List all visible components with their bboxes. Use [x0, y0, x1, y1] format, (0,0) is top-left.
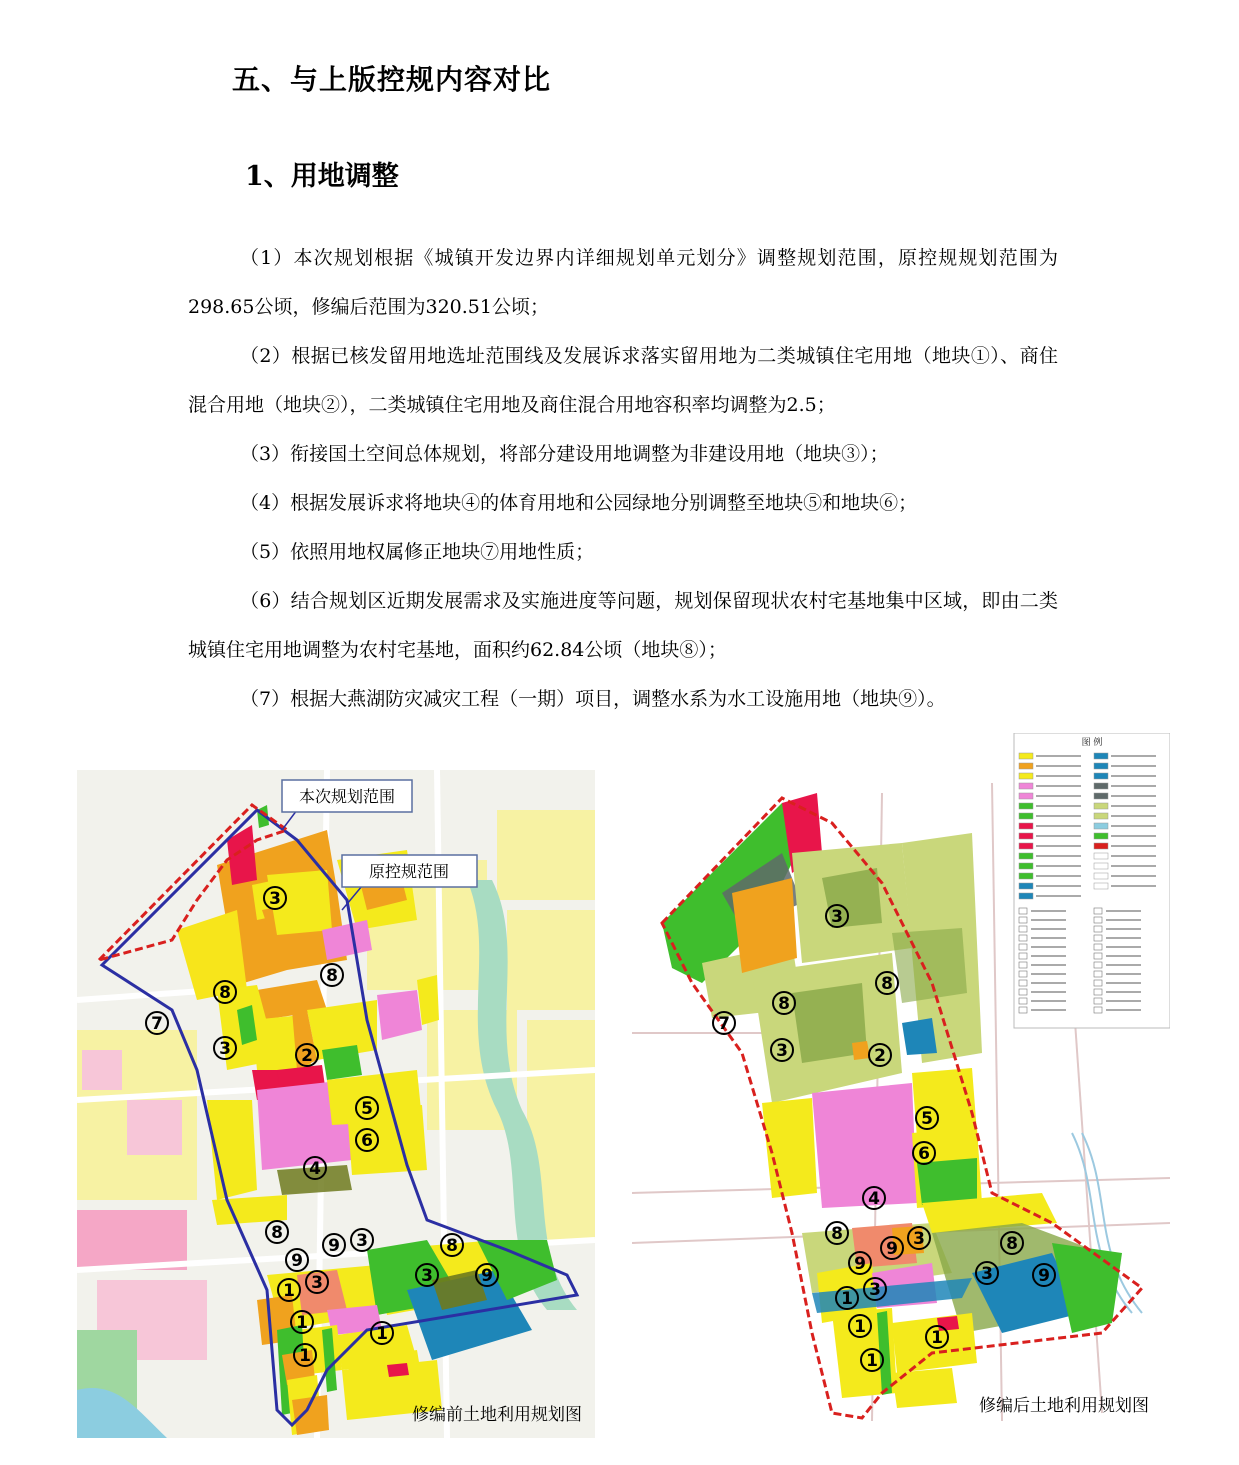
parcel-marker-label: 8	[831, 1224, 843, 1244]
tag-original-text: 原控规范围	[368, 862, 450, 881]
parcel-marker-label: 3	[356, 1231, 368, 1251]
legend-line	[1111, 795, 1156, 797]
legend-icon	[1019, 980, 1027, 986]
parcel-marker-label: 7	[151, 1014, 163, 1034]
parcel-marker-label: 1	[283, 1281, 295, 1301]
paragraph-6: （6）结合规划区近期发展需求及实施进度等问题，规划保留现状农村宅基地集中区域，即由二类城镇住宅用地调整为农村宅基地，面积约62.84公顷（地块⑧）；	[188, 590, 1058, 661]
legend-icon	[1094, 908, 1102, 914]
paragraph-1: （1）本次规划根据《城镇开发边界内详细规划单元划分》调整规划范围，原控规规划范围为298.65公顷，修编后范围为320.51公顷；	[188, 247, 1058, 318]
legend-line	[1106, 973, 1141, 975]
legend-swatch	[1094, 883, 1108, 889]
legend-icon	[1094, 953, 1102, 959]
parcel-marker-label: 2	[874, 1046, 886, 1066]
legend-line	[1106, 955, 1141, 957]
parcel-marker-label: 3	[219, 1039, 231, 1059]
legend-icon	[1019, 1007, 1027, 1013]
legend-line	[1106, 1009, 1141, 1011]
paragraph-2: （2）根据已核发留用地选址范围线及发展诉求落实留用地为二类城镇住宅用地（地块①）、商住混合用地（地块②），二类城镇住宅用地及商住混合用地容积率均调整为2.5；	[188, 345, 1058, 416]
legend-line	[1036, 825, 1081, 827]
legend-swatch	[1019, 883, 1033, 889]
legend-line	[1111, 765, 1156, 767]
legend-swatch	[1019, 893, 1033, 899]
parcel-marker-label: 3	[831, 907, 843, 927]
paragraph-3: （3）衔接国土空间总体规划，将部分建设用地调整为非建设用地（地块③）；	[240, 443, 889, 465]
legend-line	[1106, 991, 1141, 993]
legend-line	[1031, 919, 1066, 921]
parcel-marker-label: 1	[854, 1317, 866, 1337]
legend-swatch	[1094, 863, 1108, 869]
parcel-marker-label: 2	[301, 1046, 313, 1066]
legend-icon	[1019, 953, 1027, 959]
legend-line	[1106, 1000, 1141, 1002]
map-after-svg	[632, 733, 1170, 1421]
parcel-marker-label: 1	[866, 1351, 878, 1371]
legend-swatch	[1019, 873, 1033, 879]
legend-icon	[1094, 962, 1102, 968]
legend-swatch	[1019, 823, 1033, 829]
legend-title: 图 例	[1081, 738, 1103, 748]
legend-swatch	[1094, 853, 1108, 859]
parcel-marker-label: 3	[776, 1041, 788, 1061]
paragraph-block	[188, 234, 1058, 724]
parcel-marker-label: 8	[881, 974, 893, 994]
parcel-marker-label: 1	[931, 1328, 943, 1348]
legend-line	[1111, 785, 1156, 787]
legend-line	[1031, 937, 1066, 939]
legend-swatch	[1019, 783, 1033, 789]
parcel-marker-label: 8	[1006, 1234, 1018, 1254]
legend-line	[1106, 928, 1141, 930]
legend-icon	[1019, 935, 1027, 941]
legend-swatch	[1019, 763, 1033, 769]
legend-swatch	[1094, 873, 1108, 879]
legend-icon	[1094, 944, 1102, 950]
legend-icon	[1094, 971, 1102, 977]
parcel-marker-label: 9	[328, 1236, 340, 1256]
legend-line	[1031, 1000, 1066, 1002]
legend-line	[1031, 973, 1066, 975]
legend-swatch	[1094, 753, 1108, 759]
legend-line	[1036, 875, 1081, 877]
section-title: 五、与上版控规内容对比	[232, 63, 552, 96]
legend-icon	[1019, 908, 1027, 914]
parcel-marker-label: 3	[421, 1266, 433, 1286]
legend-swatch	[1019, 773, 1033, 779]
legend-line	[1031, 964, 1066, 966]
legend-icon	[1019, 917, 1027, 923]
parcel-marker-label: 1	[296, 1313, 308, 1333]
legend-line	[1031, 991, 1066, 993]
legend-line	[1106, 919, 1141, 921]
parcel-marker-label: 6	[918, 1144, 930, 1164]
legend-line	[1106, 982, 1141, 984]
legend-icon	[1019, 998, 1027, 1004]
parcel-marker-label: 9	[854, 1254, 866, 1274]
legend-swatch	[1019, 843, 1033, 849]
parcel-marker-label: 4	[309, 1159, 321, 1179]
parcel-marker-label: 4	[868, 1189, 880, 1209]
parcel-marker-label: 3	[913, 1229, 925, 1249]
map-before	[77, 770, 595, 1438]
paragraph-4: （4）根据发展诉求将地块④的体育用地和公园绿地分别调整至地块⑤和地块⑥；	[240, 492, 918, 514]
legend-swatch	[1019, 793, 1033, 799]
legend-line	[1036, 775, 1081, 777]
parcel-marker-label: 1	[299, 1346, 311, 1366]
legend-icon	[1019, 989, 1027, 995]
legend-line	[1036, 865, 1081, 867]
legend-line	[1036, 855, 1081, 857]
parcel-marker-label: 5	[921, 1109, 933, 1129]
legend-line	[1111, 845, 1156, 847]
legend-swatch	[1019, 813, 1033, 819]
legend-line	[1111, 885, 1156, 887]
tag-current-text: 本次规划范围	[298, 787, 396, 806]
parcel-marker-label: 9	[291, 1251, 303, 1271]
paragraph-7: （7）根据大燕湖防灾减灾工程（一期）项目，调整水系为水工设施用地（地块⑨）。	[240, 688, 946, 710]
legend-line	[1106, 937, 1141, 939]
legend-line	[1036, 785, 1081, 787]
legend-swatch	[1019, 863, 1033, 869]
paragraph-5: （5）依照用地权属修正地块⑦用地性质；	[240, 541, 595, 563]
legend-icon	[1019, 962, 1027, 968]
legend-icon	[1094, 935, 1102, 941]
legend-line	[1111, 815, 1156, 817]
parcel-marker-label: 3	[869, 1280, 881, 1300]
legend-line	[1031, 955, 1066, 957]
legend-line	[1106, 946, 1141, 948]
legend-swatch	[1094, 813, 1108, 819]
legend-icon	[1094, 998, 1102, 1004]
legend-icon	[1094, 917, 1102, 923]
parcel-marker-label: 8	[271, 1223, 283, 1243]
map-before-svg	[77, 770, 595, 1438]
legend-icon	[1019, 926, 1027, 932]
parcel-marker-label: 6	[361, 1131, 373, 1151]
parcel-marker-label: 7	[718, 1014, 730, 1034]
legend-line	[1111, 855, 1156, 857]
legend-line	[1106, 910, 1141, 912]
legend-line	[1031, 946, 1066, 948]
legend-swatch	[1094, 763, 1108, 769]
legend-line	[1036, 765, 1081, 767]
legend-line	[1036, 835, 1081, 837]
legend-line	[1031, 1009, 1066, 1011]
parcel-marker-label: 8	[778, 994, 790, 1014]
subsection-title: 1、用地调整	[245, 161, 399, 192]
legend-swatch	[1094, 793, 1108, 799]
legend-line	[1036, 755, 1081, 757]
legend-swatch	[1094, 803, 1108, 809]
parcel-marker-label: 3	[981, 1264, 993, 1284]
legend-line	[1106, 964, 1141, 966]
legend-swatch	[1094, 783, 1108, 789]
parcel-marker-label: 3	[269, 889, 281, 909]
legend-swatch	[1019, 753, 1033, 759]
legend-icon	[1094, 1007, 1102, 1013]
legend-swatch	[1019, 853, 1033, 859]
legend-line	[1036, 845, 1081, 847]
parcel-marker-label: 3	[311, 1273, 323, 1293]
parcel-marker-label: 8	[219, 983, 231, 1003]
legend-line	[1111, 875, 1156, 877]
legend-line	[1031, 928, 1066, 930]
legend-line	[1111, 775, 1156, 777]
legend-icon	[1094, 980, 1102, 986]
map-after	[632, 733, 1170, 1421]
parcel-marker-label: 1	[841, 1289, 853, 1309]
legend-line	[1031, 910, 1066, 912]
parcel-marker-label: 1	[376, 1324, 388, 1344]
parcel-marker-label: 5	[361, 1099, 373, 1119]
legend-swatch	[1019, 803, 1033, 809]
legend-line	[1031, 982, 1066, 984]
legend-line	[1036, 885, 1081, 887]
legend-line	[1111, 825, 1156, 827]
legend	[1014, 733, 1170, 1028]
legend-line	[1036, 805, 1081, 807]
legend-swatch	[1094, 843, 1108, 849]
legend-swatch	[1094, 823, 1108, 829]
legend-line	[1111, 805, 1156, 807]
parcel-marker-label: 9	[481, 1266, 493, 1286]
parcel-marker-label: 8	[326, 966, 338, 986]
legend-line	[1036, 895, 1081, 897]
legend-line	[1111, 835, 1156, 837]
legend-line	[1111, 865, 1156, 867]
legend-swatch	[1094, 833, 1108, 839]
legend-icon	[1094, 989, 1102, 995]
legend-line	[1111, 755, 1156, 757]
legend-swatch	[1094, 773, 1108, 779]
parcel-marker-label: 9	[886, 1239, 898, 1259]
legend-icon	[1019, 944, 1027, 950]
parcel-marker-label: 8	[446, 1236, 458, 1256]
map-before-caption: 修编前土地利用规划图	[412, 1405, 582, 1425]
legend-swatch	[1019, 833, 1033, 839]
legend-line	[1036, 815, 1081, 817]
legend-icon	[1019, 971, 1027, 977]
legend-line	[1036, 795, 1081, 797]
legend-icon	[1094, 926, 1102, 932]
parcel-marker-label: 9	[1038, 1266, 1050, 1286]
map-after-caption: 修编后土地利用规划图	[979, 1396, 1149, 1416]
